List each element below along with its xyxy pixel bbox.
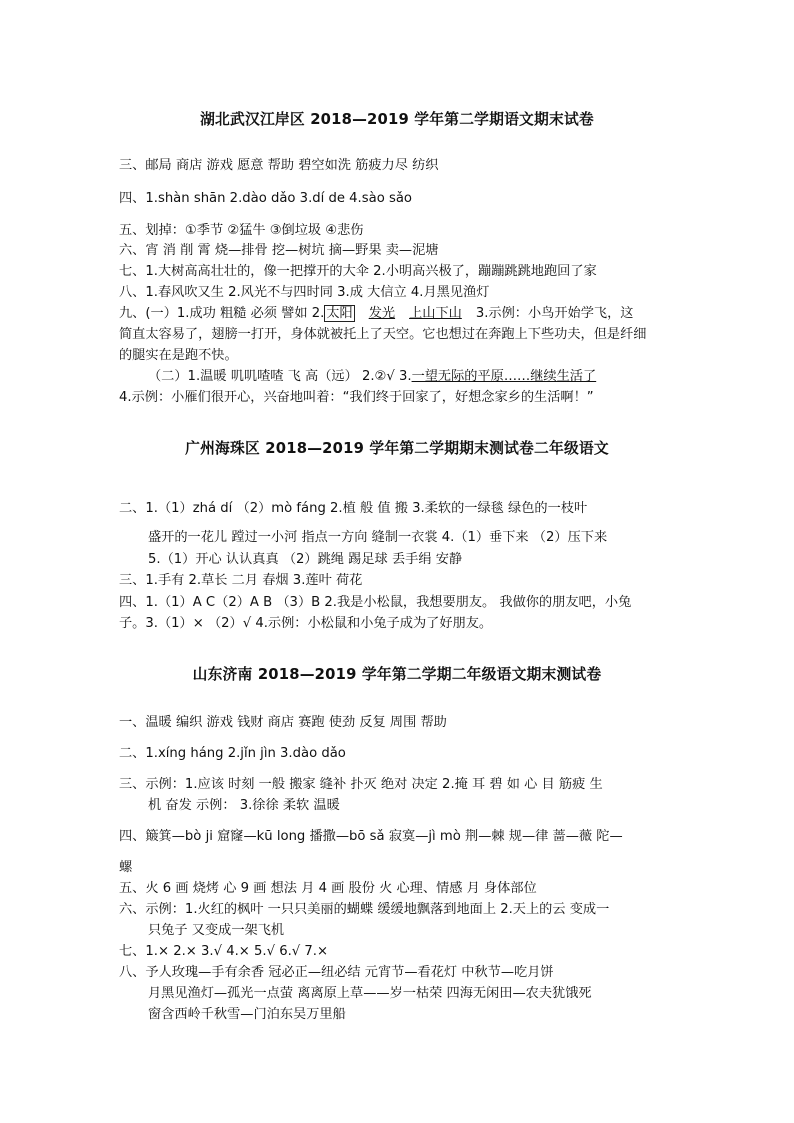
s1-answer-line: 4.示例：小雁们很开心，兴奋地叫着：“我们终于回家了，好想念家乡的生活啊！” xyxy=(119,390,594,405)
s2-answer-line: 盛开的一花儿 蹚过一小河 指点一方向 缝制一衣裳 4.（1）垂下来 （2）压下来 xyxy=(148,530,608,545)
s3-answer-line: 一、温暖 编织 游戏 钱财 商店 赛跑 使劲 反复 周围 帮助 xyxy=(119,715,447,730)
s1-answer-line-9 xyxy=(119,305,633,323)
s3-answer-line: 八、予人玫瑰—手有余香 冠必正—纽必结 元宵节—看花灯 中秋节—吃月饼 xyxy=(119,965,554,980)
s3-answer-line: 月黑见渔灯—孤光一点萤 离离原上草——岁一枯荣 四海无闲田—农夫犹饿死 xyxy=(148,986,592,1001)
s3-answer-line: 只兔子 又变成一架飞机 xyxy=(148,923,285,938)
underlined-word: 发光 xyxy=(368,306,396,321)
s1-answer-line: 的腿实在是跑不快。 xyxy=(119,348,238,363)
s1-l10-part: （二）1.温暖 叽叽喳喳 飞 高（远） 2.②√ 3. xyxy=(148,369,412,384)
s1-answer-line: 三、邮局 商店 游戏 愿意 帮助 碧空如洗 筋疲力尽 纺织 xyxy=(119,158,439,173)
s1-l7-part: 3.示例：小鸟开始学飞，这 xyxy=(475,306,634,321)
section1-title: 湖北武汉江岸区 2018—2019 学年第二学期语文期末试卷 xyxy=(200,111,594,128)
s1-l7-part: 九、(一）1.成功 粗糙 必须 譬如 2. xyxy=(119,306,325,321)
section3-title: 山东济南 2018—2019 学年第二学期二年级语文期末测试卷 xyxy=(192,666,602,683)
s1-answer-line: 简直太容易了，翅膀一打开，身体就被托上了天空。它也想过在奔跑上下些功夫，但是纤细 xyxy=(119,327,647,342)
s2-answer-line: 三、1.手有 2.草长 二月 春烟 3.莲叶 荷花 xyxy=(119,573,363,588)
s2-answer-line: 二、1.（1）zhá dí （2）mò fáng 2.植 般 值 搬 3.柔软的一绿毯 绿色的一枝叶 xyxy=(119,501,588,516)
section2-title: 广州海珠区 2018—2019 学年第二学期期末测试卷二年级语文 xyxy=(185,440,609,457)
s3-answer-line: 二、1.xíng háng 2.jǐn jìn 3.dào dǎo xyxy=(119,746,346,761)
s3-answer-line: 七、1.× 2.× 3.√ 4.× 5.√ 6.√ 7.× xyxy=(119,944,329,959)
s3-answer-line: 六、示例：1.火红的枫叶 一只只美丽的蝴蝶 缓缓地飘落到地面上 2.天上的云 变成一 xyxy=(119,902,610,917)
underlined-word: 上山下山 xyxy=(409,306,462,321)
s1-answer-line: 八、1.春风吹又生 2.风光不与四时同 3.成 大信立 4.月黑见渔灯 xyxy=(119,285,490,300)
s1-answer-line-9b xyxy=(148,368,596,386)
s3-answer-line: 窗含西岭千秋雪—门泊东吴万里船 xyxy=(148,1007,346,1022)
underlined-sentence: 一望无际的平原……继续生活了 xyxy=(411,369,597,384)
s2-answer-line: 子。3.（1）× （2）√ 4.示例：小松鼠和小兔子成为了好朋友。 xyxy=(119,616,493,631)
s3-answer-line: 三、示例：1.应该 时刻 一般 搬家 缝补 扑灭 绝对 决定 2.掩 耳 碧 如 心 目 筋疲 生 xyxy=(119,777,603,792)
s1-answer-line: 四、1.shàn shān 2.dào dǎo 3.dí de 4.sào sǎo xyxy=(119,191,412,206)
s3-answer-line: 螺 xyxy=(119,860,133,875)
s3-answer-line: 五、火 6 画 烧烤 心 9 画 想法 月 4 画 股份 火 心理、情感 月 身体部位 xyxy=(119,881,537,896)
s1-answer-line: 六、宵 消 削 霄 烧—排骨 挖—树坑 摘—野果 卖—泥塘 xyxy=(119,243,439,258)
s2-answer-line: 5.（1）开心 认认真真 （2）跳绳 踢足球 丢手绢 安静 xyxy=(148,552,463,567)
s1-answer-line: 五、划掉：①季节 ②猛牛 ③倒垃圾 ④悲伤 xyxy=(119,223,364,238)
s2-answer-line: 四、1.（1）A C（2）A B （3）B 2.我是小松鼠，我想要朋友。 我做你的朋友吧，小兔 xyxy=(119,595,632,610)
boxed-word: 太阳 xyxy=(326,306,353,321)
s3-answer-line: 四、簸箕—bò ji 窟窿—kū long 播撒—bō sǎ 寂寞—jì mò 荆—棘 规—律 蔷—薇 陀— xyxy=(119,829,623,844)
s3-answer-line: 机 奋发 示例： 3.徐徐 柔软 温暖 xyxy=(148,798,340,813)
s1-answer-line: 七、1.大树高高壮壮的，像一把撑开的大伞 2.小明高兴极了，蹦蹦跳跳地跑回了家 xyxy=(119,264,597,279)
